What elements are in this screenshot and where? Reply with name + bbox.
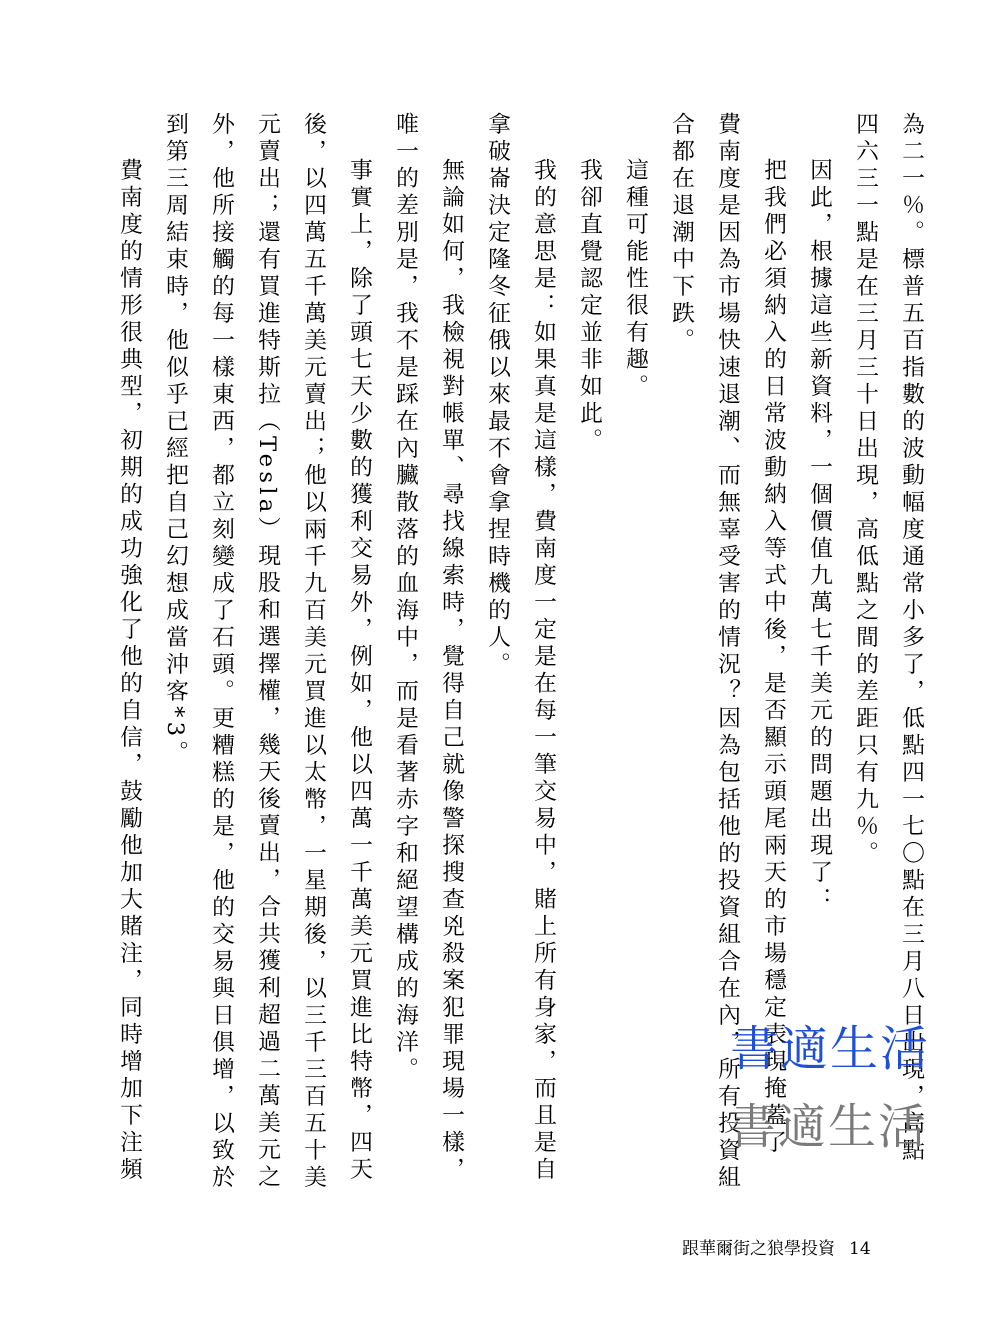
- text-column: 我的意思是：如果真是這樣，費南度一定是在每一筆交易中，賭上所有身家，而且是自: [530, 157, 556, 1184]
- text-column: 元賣出；還有買進特斯拉（Tesla）現股和選擇權，幾天後賣出，合共獲利超過二萬美元之: [254, 112, 280, 1192]
- text-column: 我卻直覺認定並非如此。: [576, 157, 602, 455]
- page-footer: [682, 1234, 871, 1259]
- text-column: 合都在退潮中下跌。: [668, 112, 694, 355]
- text-column: 這種可能性很有趣。: [622, 157, 648, 401]
- watermark-secondary: 書適生活: [728, 1099, 929, 1155]
- text-column: 費南度是因為市場快速退潮、而無辜受害的情況？因為包括他的投資組合在內，所有投資組: [714, 112, 740, 1192]
- vertical-text-body: [54, 112, 934, 1192]
- watermark-primary: 書適生活: [730, 1021, 931, 1077]
- text-column: 後，以四萬五千萬美元賣出；他以兩千九百美元買進以太幣，一星期後，以三千三百五十美: [300, 112, 326, 1192]
- text-column: 拿破崙決定隆冬征俄以來最不會拿捏時機的人。: [484, 112, 510, 679]
- text-column: 因此，根據這些新資料，一個價值九萬七千美元的問題出現了：: [806, 157, 832, 914]
- text-column: 四六三一點是在三月三十日出現，高低點之間的差距只有九％。: [852, 112, 878, 868]
- text-column: 無論如何，我檢視對帳單、尋找線索時，覺得自己就像警探搜查兇殺案犯罪現場一樣，: [438, 157, 464, 1184]
- text-column: 費南度的情形很典型，初期的成功強化了他的自信，鼓勵他加大賭注，同時增加下注頻: [116, 157, 142, 1184]
- text-column: 為二一％。標普五百指數的波動幅度通常小多了，低點四一七〇點在三月八日出現，高點: [898, 112, 924, 1165]
- text-column: 唯一的差別是，我不是踩在內臟散落的血海中，而是看著赤字和絕望構成的海洋。: [392, 112, 418, 1084]
- text-column: 事實上，除了頭七天少數的獲利交易外，例如，他以四萬一千萬美元買進比特幣，四天: [346, 157, 372, 1184]
- page-number: 14: [849, 1239, 871, 1259]
- text-column: 外，他所接觸的每一樣東西，都立刻變成了石頭。更糟糕的是，他的交易與日俱增，以致於: [208, 112, 234, 1192]
- text-column: 到第三周結束時，他似乎已經把自己幻想成當沖客*3。: [162, 112, 188, 768]
- text-column: 把我們必須納入的日常波動納入等式中後，是否顯示頭尾兩天的市場穩定表現掩蓋了: [760, 157, 786, 1157]
- book-title: 跟華爾街之狼學投資: [682, 1239, 835, 1259]
